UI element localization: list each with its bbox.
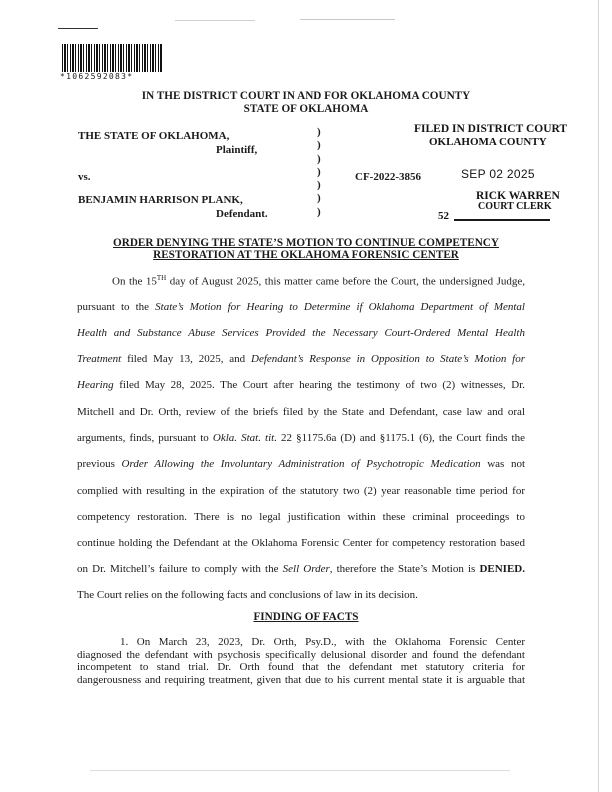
plaintiff-role: Plaintiff, (216, 144, 258, 156)
clerk-signature-line (454, 219, 550, 221)
court-heading-line1: IN THE DISTRICT COURT IN AND FOR OKLAHOMA COUNTY (141, 90, 471, 102)
body-text: The Court relies on the following facts and conclusions of law in its decision. (77, 589, 418, 601)
versus-label: vs. (78, 171, 91, 183)
finding-line: incompetent to stand trial. Dr. Orth found that the defendant met statutory criteria for (77, 661, 525, 674)
body-text: previous (77, 458, 122, 470)
ordinal-suffix: TH (156, 274, 167, 282)
filed-stamp-line2: OKLAHOMA COUNTY (429, 136, 547, 148)
body-text: continue holding the Defendant at the Oklahoma Forensic Center for competency restoration based (77, 537, 525, 549)
scan-mark-top-right (300, 19, 395, 20)
findings-heading: FINDING OF FACTS (253, 611, 359, 623)
body-line (77, 458, 525, 470)
body-line (77, 301, 525, 313)
clerk-name: RICK WARREN (476, 190, 560, 202)
finding-line: 1. On March 23, 2023, Dr. Orth, Psy.D., with the Oklahoma Forensic Center (120, 636, 525, 648)
sell-order-title: Sell Order (282, 563, 330, 575)
barcode-number: *1062592083* (60, 72, 134, 81)
filed-stamp-date: SEP 02 2025 (461, 167, 535, 181)
body-text: Mitchell and Dr. Orth, review of the briefs filed by the State and Defendant, case law and oral (77, 406, 525, 418)
caption-parentheses (317, 126, 321, 219)
body-text: on Dr. Mitchell’s failure to comply with the (77, 563, 283, 575)
statute-citation: Okla. Stat. tit. (212, 432, 277, 444)
response-title: Hearing (77, 379, 114, 391)
body-text: , therefore the State’s Motion is (329, 563, 480, 575)
body-line (77, 511, 525, 523)
court-heading-line2: STATE OF OKLAHOMA (243, 103, 369, 115)
caption-paren: ) (317, 205, 321, 218)
caption-paren: ) (317, 139, 321, 152)
case-barcode (62, 44, 162, 72)
caption-paren: ) (317, 126, 321, 138)
scan-mark-top (175, 20, 255, 21)
order-title-text: RESTORATION AT THE OKLAHOMA FORENSIC CENTER (153, 249, 459, 261)
body-text: was not (480, 458, 526, 470)
ruling-denied: DENIED. (479, 563, 525, 575)
case-number: CF-2022-3856 (355, 171, 421, 183)
motion-title: Health and Substance Abuse Services Provided the Necessary Court-Ordered Mental Health (77, 327, 525, 339)
scan-mark-top-left (58, 28, 98, 29)
scan-edge-right (598, 0, 599, 792)
body-line (77, 327, 525, 339)
order-title-line2 (0, 249, 612, 262)
defendant-role: Defendant. (216, 208, 268, 220)
response-title: Defendant’s Response in Opposition to State’s Motion for (251, 353, 526, 365)
body-line (77, 406, 525, 418)
body-text: arguments, finds, pursuant to (77, 432, 213, 444)
body-line (77, 353, 525, 365)
body-text: 22 §1175.6a (D) and §1175.1 (6), the Court finds the (276, 432, 525, 444)
body-text: day of August 2025, this matter came before the Court, the undersigned Judge, (166, 275, 525, 288)
clerk-title: COURT CLERK (478, 201, 552, 212)
motion-title: Treatment (77, 353, 122, 365)
prior-order-title: Order Allowing the Involuntary Administration of Psychotropic Medication (121, 458, 481, 470)
order-title-text: ORDER DENYING THE STATE’S MOTION TO CONTINUE COMPETENCY (113, 237, 499, 249)
motion-title: State’s Motion for Hearing to Determine if Oklahoma Department of Mental (155, 301, 525, 313)
body-text: On the 15 (112, 275, 157, 288)
body-text: competency restoration. There is no legal justification within these criminal proceedings to (77, 511, 525, 523)
finding-paragraph-1 (77, 636, 525, 686)
body-text: filed May 28, 2025. The Court after hearing the testimony of two (2) witnesses, Dr. (113, 379, 525, 391)
caption-paren: ) (317, 179, 321, 192)
body-text: filed May 13, 2025, and (121, 353, 252, 365)
body-line (77, 432, 525, 444)
caption-paren: ) (317, 152, 321, 165)
body-line (112, 274, 525, 288)
finding-line: dangerousness and requiring treatment, given that due to his current mental state it is arguable that (77, 673, 525, 686)
filed-stamp-number: 52 (438, 210, 449, 222)
body-text: complied with resulting in the expiration of the statutory two (2) year reasonable time period for (77, 485, 525, 497)
defendant-name: BENJAMIN HARRISON PLANK, (78, 194, 243, 206)
plaintiff-name: THE STATE OF OKLAHOMA, (78, 130, 230, 142)
filed-stamp-line1: FILED IN DISTRICT COURT (414, 123, 568, 135)
order-title-line1 (0, 237, 612, 250)
body-text: pursuant to the (77, 301, 156, 313)
finding-line: diagnosed the defendant with psychosis specifically delusional disorder and found the defendant (77, 648, 525, 661)
body-line (77, 589, 525, 601)
body-line (77, 485, 525, 497)
scan-mark-bottom (90, 770, 510, 771)
body-line (77, 537, 525, 549)
body-line (77, 563, 525, 575)
caption-paren: ) (317, 192, 321, 205)
caption-paren: ) (317, 165, 321, 178)
body-line (77, 379, 525, 391)
